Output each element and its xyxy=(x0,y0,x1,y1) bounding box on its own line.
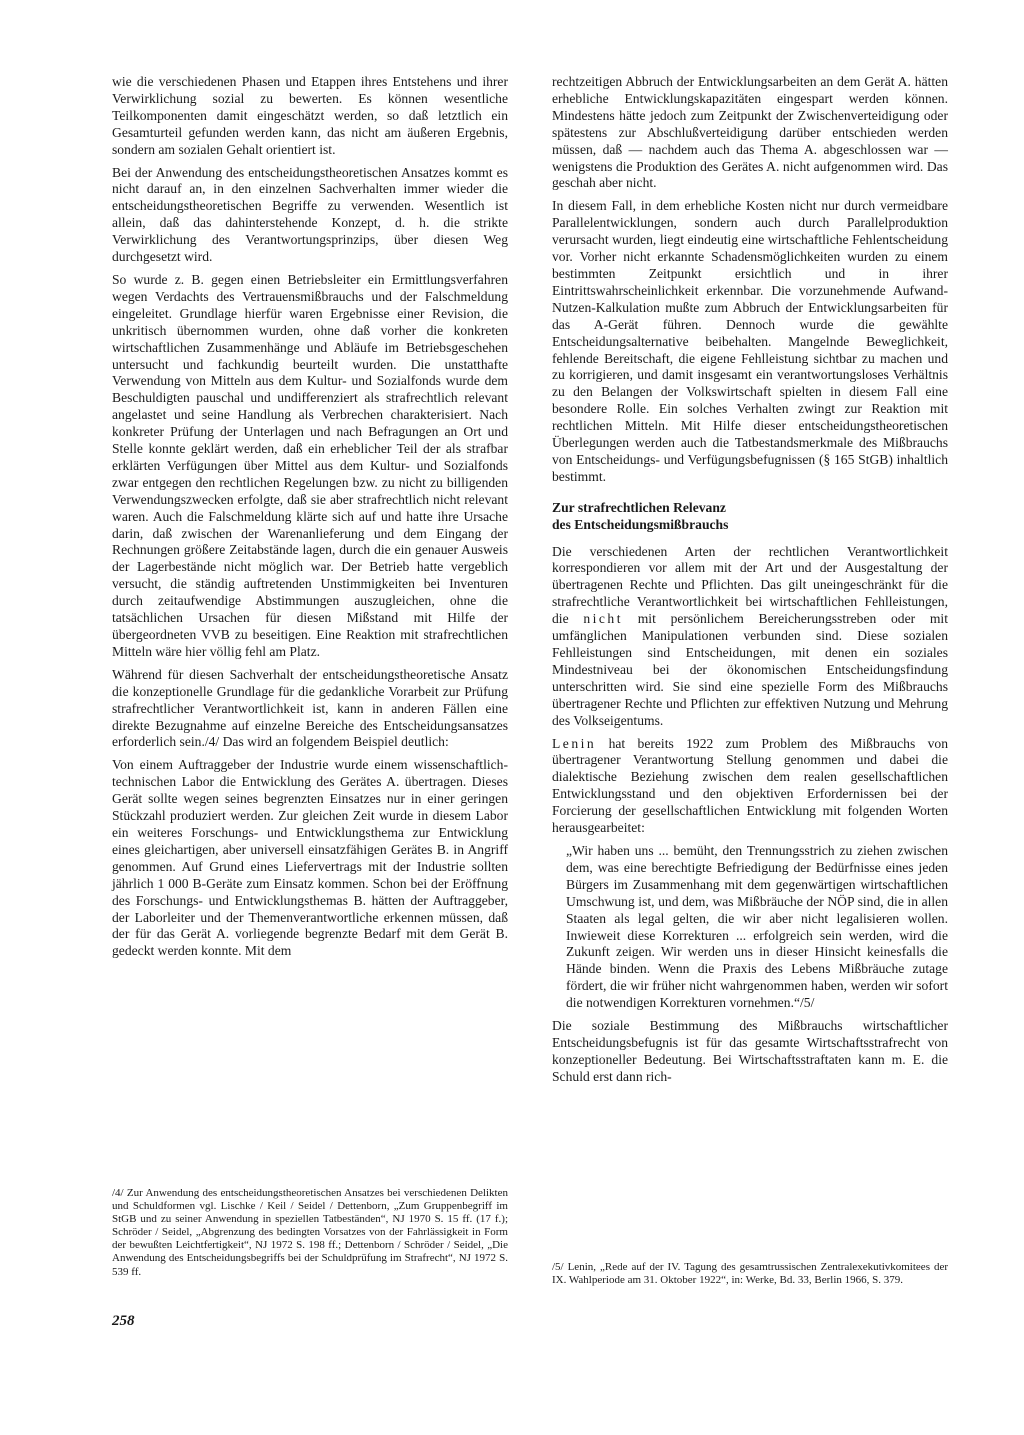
page-number: 258 xyxy=(112,1313,135,1329)
left-column xyxy=(112,74,508,966)
paragraph: Bei der Anwendung des entscheidungstheoretischen Ansatzes kommt es nicht darauf an, in den einzelnen Sachverhalten immer wieder die entscheidungstheoretischen Begriffe zu verwenden. Wesentlich ist allein, daß das dahinterstehende Konzept, d. h. die strikte Verwirklichung des Verantwortungsprinzips, über diesen Weg durchgesetzt wird. xyxy=(112,164,508,265)
paragraph: So wurde z. B. gegen einen Betriebsleiter ein Ermittlungsverfahren wegen Verdachts des Vertrauensmißbrauchs und der Falschmeldung eingeleitet. Grundlage hierfür waren Ergebnisse einer Revision, die unkritisch übernommen wurden, ohne daß vorher die konkreten wirtschaftlichen Zusammenhänge und Abläufe im Betriebsgeschehen untersucht und fachkundig beurteilt wurden. Die unstatthafte Verwendung von Mitteln aus dem Kultur- und Sozialfonds wurde dem Beschuldigten pauschal und undifferenziert als strafrechtlich relevant angelastet und seine Handlung als Verbrechen charakterisiert. Nach konkreter Prüfung der Unterlagen und nach Befragungen an Ort und Stelle konnte geklärt werden, daß ein erheblicher Teil der als strafbar erklärten Verfügungen über Mittel aus dem Kultur- und Sozialfonds zwar entgegen den rechtlichen Regelungen bzw. zu nicht zu billigenden Verwendungszwecken erfolgte, daß sie aber strafrechtlich nicht relevant waren. Auch die Falschmeldung klärte sich auf und hatte ihre Ursache darin, daß zwischen der Warenanlieferung und dem Eingang der Rechnungen größere Zeitabstände lagen, durch die ein genauer Ausweis der Lagerbestände nicht möglich war. Der Betrieb hatte vergeblich versucht, die ständig auftretenden Unstimmigkeiten bei Inventuren durch zeitaufwendige Abstimmungen auszugleichen, ohne die tatsächlichen Ursachen für diesen Mißstand mit Hilfe der übergeordneten VVB zu beseitigen. Eine Reaktion mit strafrechtlichen Mitteln wäre hier völlig fehl am Platz. xyxy=(112,271,508,659)
right-column xyxy=(552,74,948,1092)
section-heading-line: Zur strafrechtlichen Relevanz xyxy=(552,499,726,515)
emphasized-word: nicht xyxy=(583,611,624,627)
paragraph: Während für diesen Sachverhalt der entscheidungstheoretische Ansatz die konzeptionelle Grundlage für die gedankliche Vorarbeit zur Prüfung strafrechtlicher Verantwortlichkeit ist, kann in anderen Fällen eine direkte Bezugnahme auf einzelne Bereiche des Entscheidungsansatzes erforderlich sein./4/ Das wird an folgendem Beispiel deutlich: xyxy=(112,666,508,750)
paragraph xyxy=(552,544,948,730)
paragraph: Die soziale Bestimmung des Mißbrauchs wirtschaftlicher Entscheidungsbefugnis ist für das gesamte Wirtschaftsstrafrecht von konzeptioneller Bedeutung. Bei Wirtschaftsstraftaten kann m. E. die Schuld erst dann rich- xyxy=(552,1018,948,1084)
paragraph: wie die verschiedenen Phasen und Etappen ihres Entstehens und ihrer Verwirklichung sozial zu bewerten. Es können wesentliche Teilkomponenten damit eingeschätzt werden, so daß letztlich ein Gesamturteil gefunden werden kann, das nicht am äußeren Ergebnis, sondern am sozialen Gehalt orientiert ist. xyxy=(112,74,508,157)
paragraph-text: mit persönlichem Bereicherungsstreben oder mit umfänglichen Manipulationen verbunden sind. Diese sozialen Fehlleistungen sind Entscheidungen, mit denen ein soziales Mindestniveau bei der ökonomischen Entscheidungsfindung unterschritten wird. Sie sind eine spezielle Form des Mißbrauchs übertragener Rechte und Pflichten zur effektiven Nutzung und Mehrung des Volkseigentums. xyxy=(552,611,948,728)
footnote-4: /4/ Zur Anwendung des entscheidungstheoretischen Ansatzes bei verschiedenen Delikten und Schuldformen vgl. Lischke / Keil / Seidel / Dettenborn, „Zum Gruppenbegriff im StGB und zu seiner Anwendung in speziellen Tatbeständen“, NJ 1970 S. 15 ff. (17 f.); Schröder / Seidel, „Abgrenzung des bedingten Vorsatzes von der Fahrlässigkeit in Form der bewußten Leichtfertigkeit“, NJ 1972 S. 198 ff.; Dettenborn / Schröder / Seidel, „Die Anwendung des Entscheidungsbegriffs bei der Schuldprüfung im Strafrecht“, NJ 1972 S. 539 ff. xyxy=(112,1187,508,1278)
paragraph-text: Die verschiedenen Arten der rechtlichen Verantwortlichkeit korrespondieren vor allem mit der Art und der Ausgestaltung der übertragenen Rechte und Pflichten. Das gilt uneingeschränkt für die strafrechtliche Verantwortlichkeit bei wirtschaftlichen Fehlleistungen, die xyxy=(552,543,948,627)
footnote-5: /5/ Lenin, „Rede auf der IV. Tagung des gesamtrussischen Zentralexekutivkomitees der IX. Wahlperiode am 31. Oktober 1922“, in: Werke, Bd. 33, Berlin 1966, S. 379. xyxy=(552,1261,948,1287)
paragraph-text: hat bereits 1922 zum Problem des Mißbrauchs von übertragener Verantwortung Stellung genommen und dabei die dialektische Beziehung zwischen dem realen gesellschaftlichen Entwicklungsstand und den objektiven Erfordernissen bei der Forcierung der gesellschaftlichen Entwicklung mit folgenden Worten herausgearbeitet: xyxy=(552,735,948,836)
section-heading-line: des Entscheidungsmißbrauchs xyxy=(552,516,729,532)
paragraph: In diesem Fall, in dem erhebliche Kosten nicht nur durch vermeidbare Parallelentwicklungen, sondern auch durch Parallelproduktion verursacht wurden, liegt eindeutig eine wirtschaftliche Fehlentscheidung vor. Vorher nicht erkannte Schadensmöglichkeiten wurden zu einem bestimmten Zeitpunkt ersichtlich und in ihrer Eintrittswahrscheinlichkeit erkennbar. Die vorzunehmende Aufwand-Nutzen-Kalkulation mußte zum Abbruch der Entwicklungsarbeiten für das A-Gerät führen. Dennoch wurde die gewählte Entscheidungsalternative beibehalten. Mangelnde Beweglichkeit, fehlende Bereitschaft, die eigene Fehlleistung sichtbar zu machen und zu korrigieren, und damit insgesamt ein verantwortungsloses Verhältnis zu den Belangen der Volkswirtschaft spielten in diesem Fall eine besondere Rolle. Ein solches Verhalten zwingt zur Reaktion mit rechtlichen Mitteln. Mit Hilfe dieser entscheidungstheoretischen Überlegungen werden auch die Tatbestandsmerkmale des Mißbrauchs von Entscheidungs- und Verfügungsbefugnissen (§ 165 StGB) inhaltlich bestimmt. xyxy=(552,198,948,484)
author-name: Lenin xyxy=(552,735,597,751)
paragraph: rechtzeitigen Abbruch der Entwicklungsarbeiten an dem Gerät A. hätten erhebliche Entwicklungskapazitäten eingespart werden können. Mindestens hätte jedoch zum Zeitpunkt der Zwischenverteidigung oder spätestens zur Abschlußverteidigung darüber entschieden werden müssen, daß — nachdem auch das Thema A. abgeschlossen war — wenigstens die Produktion des Gerätes A. nicht aufgenommen wird. Das geschah aber nicht. xyxy=(552,74,948,191)
paragraph xyxy=(552,736,948,837)
quotation: „Wir haben uns ... bemüht, den Trennungsstrich zu ziehen zwischen dem, was eine berechtigte Befriedigung der Bedürfnisse eines jeden Bürgers im Zusammenhang mit dem gegenwärtigen wirtschaftlichen Umschwung ist, und dem, was Mißbräuche der NÖP sind, die in allen Staaten als legal gelten, die wir aber nicht legalisieren wollen. Inwieweit diese Korrekturen ... erfolgreich sein werden, wird die Zukunft zeigen. Wir werden uns in dieser Hinsicht keinesfalls die Hände binden. Wenn die Praxis des Lebens Mißbräuche zutage fördert, die wir früher nicht wahrgenommen haben, werden wir sofort die notwendigen Korrekturen vornehmen.“/5/ xyxy=(566,842,948,1011)
paragraph: Von einem Auftraggeber der Industrie wurde einem wissenschaftlich-technischen Labor die Entwicklung des Gerätes A. übertragen. Dieses Gerät sollte wegen seines begrenzten Einsatzes nur in einer geringen Stückzahl produziert werden. Zur gleichen Zeit wurde in diesem Labor ein weiteres Forschungs- und Entwicklungsthema zur Entwicklung eines gleichartigen, aber universell einsatzfähigen Gerätes B. in Angriff genommen. Auf Grund eines Liefervertrags mit der Industrie sollten jährlich 1 000 B-Geräte zum Einsatz kommen. Schon bei der Eröffnung des Forschungs- und Entwicklungsthemas B. hätten der Auftraggeber, der Laborleiter und der Themenverantwortliche erkennen müssen, daß der für das Gerät A. vorliegende begrenzte Bedarf mit dem Gerät B. gedeckt werden konnte. Mit dem xyxy=(112,757,508,959)
section-heading xyxy=(552,500,948,534)
